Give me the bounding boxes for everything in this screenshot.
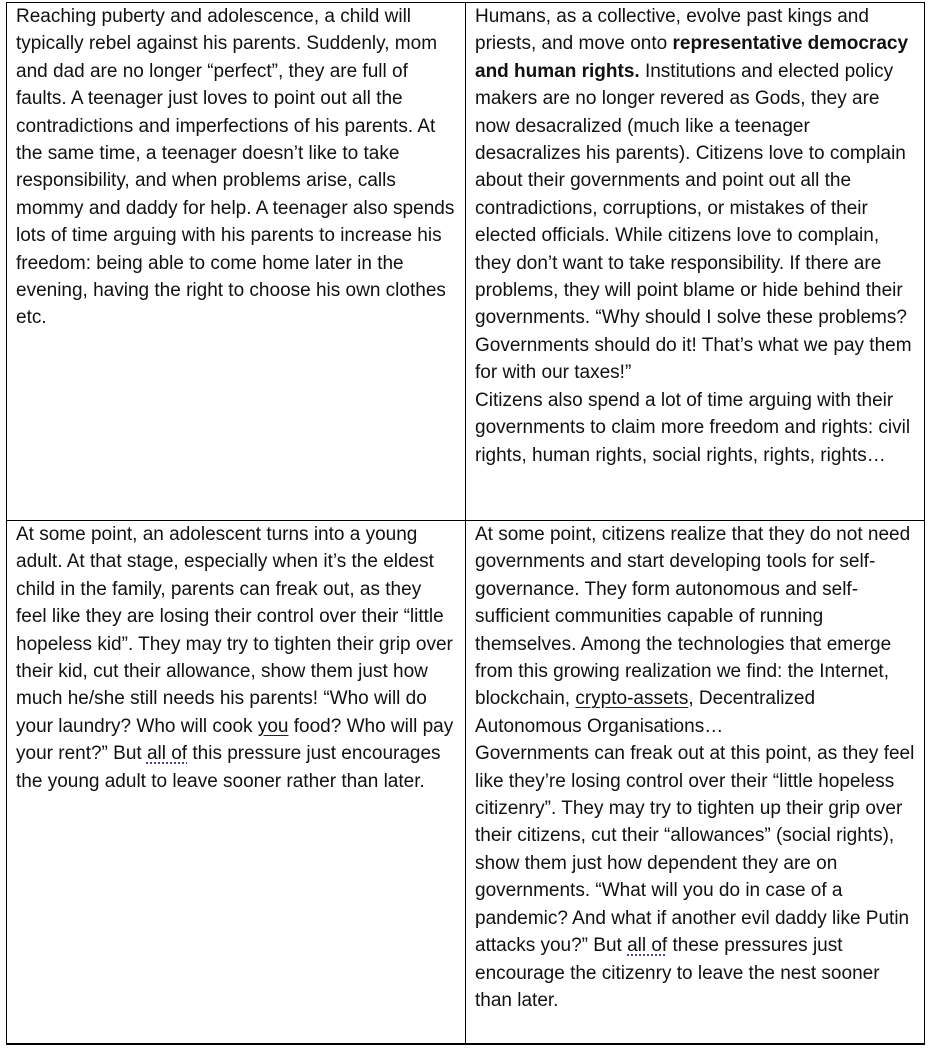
text-run: Institutions and elected policy makers are no longer revered as Gods, they are now desacralized (much like a teenager desacralizes his parents). Citizens love to complain about their governments and point out all the contradictions, corruptions, or mistakes of their elected officials. While citizens love to complain, they don’t want to take responsibility. If there are problems, they will point blame or hide behind their governments. “Why should I solve these problems? Governments should do it! That’s what we pay them for with our taxes!” [475,60,912,384]
underlined-word-crypto-assets: crypto-assets [575,688,689,710]
bold-phrase: representative democracy and human rights. [475,33,909,82]
cell-paragraph-2: Citizens also spend a lot of time arguing with their governments to claim more freedom and rights: civil rights, human rights, social rights, rights, rights… [475,389,911,466]
cell-adolescence-society [466,3,924,521]
cell-adolescence-child [7,3,466,521]
grammar-flag-all-of: all of [627,935,668,957]
table-bottom-border [6,1044,925,1045]
cell-text: Reaching puberty and adolescence, a child will typically rebel against his parents. Suddenly, mom and dad are no longer “perfect”, they are full of faults. A teenager just loves to point out all the contradictions and imperfections of his parents. At the same time, a teenager doesn’t like to take responsibility, and when problems arise, calls mommy and daddy for help. A teenager also spends lots of time arguing with his parents to increase his freedom: being able to come home later in the evening, having the right to choose his own clothes etc. [16,6,455,329]
comparison-table [6,2,925,1044]
text-run: this pressure just encourages the young adult to leave sooner rather than later. [16,743,441,792]
text-run: At some point, an adolescent turns into a young adult. At that stage, especially when it’s the eldest child in the family, parents can freak out, as they feel like they are losing their control over their “little hopeless kid”. They may try to tighten their grip over their kid, cut their allowance, show them just how much he/she still needs his parents! “Who will do your laundry? Who will cook [16,524,453,737]
grammar-flag-all-of: all of [146,743,188,765]
underlined-word-you: you [257,715,289,737]
cell-young-adult-child [7,521,466,1043]
text-run: these pressures just encourage the citizenry to leave the nest sooner than later. [475,935,880,1011]
text-run: At some point, citizens realize that they do not need governments and start developing tools for self-governance. They form autonomous and self-sufficient communities capable of running themselves. Among the technologies that emerge from this growing realization we find: the Internet, blockchain, [475,524,911,710]
text-run: Humans, as a collective, evolve past kings and priests, and move onto [475,6,869,55]
cell-paragraph-1 [475,3,916,387]
text-run: Governments can freak out at this point, as they feel like they’re losing control over their “little hopeless citizenry”. They may try to tighten up their grip over their citizens, cut their “allowances” (social rights), show them just how dependent they are on governments. “What will you do in case of a pandemic? And what if another evil daddy like Putin attacks you?” But [475,743,915,957]
cell-paragraph [16,521,457,795]
cell-paragraph-1 [475,521,916,740]
cell-young-adult-society [466,521,924,1043]
text-run: , Decentralized Autonomous Organisations… [475,688,816,737]
cell-paragraph-2 [475,740,916,1014]
text-run: food? Who will pay your rent?” But [16,715,454,765]
